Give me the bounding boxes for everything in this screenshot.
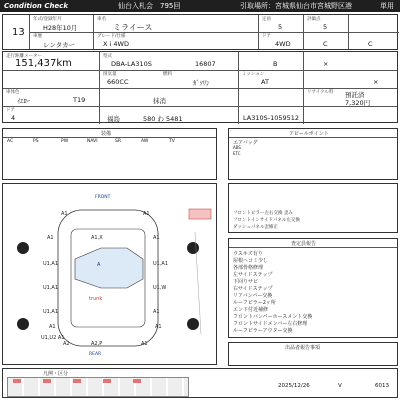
damage-mark: A1 <box>143 211 150 217</box>
damage-mark: A1 <box>155 324 162 330</box>
car-outline-svg <box>3 184 218 366</box>
structure-notes-block <box>228 183 398 233</box>
damage-mark: U1,A1 <box>43 285 59 291</box>
structure-note: ダッシュパネル歪修正 <box>233 225 278 230</box>
inspector-title: 査定員報告 <box>291 241 317 247</box>
fuel-label: 燃料 <box>163 72 172 77</box>
recycle-status: 預託済 <box>345 91 365 99</box>
appeal-item: ABS <box>233 145 241 150</box>
equipment-pw: PW <box>61 139 69 144</box>
mission-value: AT <box>261 78 269 86</box>
recycle-label: リサイクル料 <box>307 90 334 95</box>
color-value: ｲｴﾛｰ <box>17 97 30 105</box>
damage-mark: U1,U2 A1 <box>41 335 65 341</box>
equipment-ac: AC <box>7 139 14 144</box>
damage-mark: U1,A1 <box>43 261 59 267</box>
equipment-tv: TV <box>169 139 175 144</box>
shift-code: B <box>273 60 278 68</box>
displacement-value: 660CC <box>107 78 129 86</box>
cross-mark-a: × <box>323 60 329 68</box>
report-code: V <box>338 383 342 389</box>
exterior-grade: C <box>368 40 373 48</box>
damage-mark: A1 <box>49 324 56 330</box>
damage-mark: A1 <box>61 211 68 217</box>
displacement-label: 排気量 <box>103 72 117 77</box>
seats-value: 5 <box>278 23 283 31</box>
recycle-amount: 7,320円 <box>345 99 371 107</box>
inspector-note: ウスキズ有り <box>233 251 263 257</box>
legend-swatch <box>133 379 141 383</box>
appeal-title: アピールポイント <box>289 131 329 137</box>
cross-mark-b: × <box>373 78 379 86</box>
inspector-note: 各部骨格修理 <box>233 265 264 271</box>
doors-value: 4WD <box>275 40 291 48</box>
interior-grade: C <box>323 40 328 48</box>
header-title: Condition Check <box>4 2 68 10</box>
damage-mark: U1,A1 <box>153 261 169 267</box>
model-label: 車名 <box>97 17 106 22</box>
vehicle-info-block <box>2 14 398 50</box>
damage-diagram <box>2 183 217 365</box>
damage-mark: A2,P <box>91 341 103 347</box>
damage-mark: U1,A1 <box>43 309 59 315</box>
frame-number: LA310S-1059512 <box>243 114 300 122</box>
damage-mark: A1 <box>141 341 148 347</box>
legend-swatch <box>13 379 21 383</box>
pickup-location: 引取場所：宮城県仙台市宮城野区港 <box>240 2 352 10</box>
year-value: H28年10月 <box>43 24 78 32</box>
mileage-label: 走行距離メーター <box>6 54 42 59</box>
damage-mark: A1 <box>47 235 54 241</box>
chassis-number: 16807 <box>195 60 216 68</box>
equipment-ps: PS <box>33 139 39 144</box>
equipment-sr: SR <box>115 139 121 144</box>
type-label: 型式 <box>103 54 112 59</box>
auction-title: 仙台入札会 795回 <box>118 2 181 10</box>
seats-label: 定員 <box>262 17 271 22</box>
appeal-item: エアバッグ <box>233 140 258 146</box>
inspector-note: 左サイドステップ <box>233 272 273 278</box>
use-label: 車歴 <box>33 34 42 39</box>
color-label: 車体色 <box>6 90 20 95</box>
trunk-label: trunk <box>89 296 103 302</box>
inspector-note: 右サイドステップ <box>233 286 273 292</box>
equipment-title: 装備 <box>101 131 112 137</box>
legend-swatch <box>73 379 81 383</box>
appeal-block <box>228 128 398 180</box>
inspector-note: フロントサイドメンバー左右修理 <box>233 321 308 327</box>
doors-label: ドア <box>262 34 271 39</box>
plate-number: 580 わ 5481 <box>143 115 183 123</box>
inspector-note: エンド付近補修 <box>233 307 269 313</box>
plate-region: 福島 <box>107 115 120 123</box>
rear-label: REAR <box>89 352 102 357</box>
door-count: 4 <box>11 114 16 122</box>
damage-mark: A2 <box>63 341 70 347</box>
inspector-note: ルーフピラー2ヶ所 <box>233 300 276 306</box>
legend-swatch <box>43 379 51 383</box>
equipment-aw: AW <box>141 139 149 144</box>
score-value: 5 <box>323 23 328 31</box>
spec-block <box>2 51 398 123</box>
report-number: 6013 <box>375 383 389 389</box>
seller-report-title: 出品者報告事項 <box>285 345 321 351</box>
inspector-note: 屋根ヘコミ少し <box>233 258 269 264</box>
structure-note: フロントピラー左右交換 歪み <box>233 211 293 216</box>
use-value: レンタカー <box>43 41 76 49</box>
year-label: 年式/登録年月 <box>33 17 62 22</box>
inspector-note: 下回りサビ <box>233 279 259 285</box>
damage-mark: A1,X <box>91 235 103 241</box>
center-mark: A <box>97 262 101 268</box>
inspector-note: フロントバンパーホースメント交換 <box>233 314 313 320</box>
legend-title: 凡例・区分 <box>43 371 69 377</box>
report-date: 2025/12/26 <box>278 383 310 389</box>
seller-report-block <box>228 342 398 366</box>
mileage-value: 151,437km <box>15 58 72 69</box>
type-value: DBA-LA310S <box>111 60 152 68</box>
header-right-label: 単用 <box>380 2 394 10</box>
fuel-value: ｶﾞｿﾘﾝ <box>193 79 210 87</box>
inspector-note: リアバンパー交換 <box>233 293 273 299</box>
damage-mark: A1 <box>153 309 160 315</box>
equipment-block <box>2 128 217 180</box>
inspection-value: 抹消 <box>153 97 166 105</box>
equipment-navi: NAVI <box>87 139 98 144</box>
lot-number: 13 <box>12 27 25 38</box>
header-bar <box>0 0 400 12</box>
inspector-report-block <box>228 238 398 338</box>
legend-grid <box>7 377 189 397</box>
inspector-note: ルーフピラーアウター交換 <box>233 328 293 334</box>
grade-value: X i 4WD <box>103 40 129 48</box>
door-count-label: ドア <box>6 108 15 113</box>
damage-mark: U1,W <box>153 285 167 291</box>
legend-block <box>2 368 398 398</box>
model-value: ミライース <box>113 23 153 32</box>
front-label: FRONT <box>95 195 111 200</box>
structure-note: フロントインサイドパネル左交換 <box>233 218 300 223</box>
legend-swatch <box>103 379 111 383</box>
color-code: T19 <box>73 96 86 104</box>
score-label: 評価点 <box>307 17 321 22</box>
appeal-item: ETC <box>233 151 241 156</box>
damage-mark: A1 <box>153 235 160 241</box>
mission-label: ミッション <box>242 72 265 77</box>
grade-label: グレード/仕様 <box>97 34 126 39</box>
